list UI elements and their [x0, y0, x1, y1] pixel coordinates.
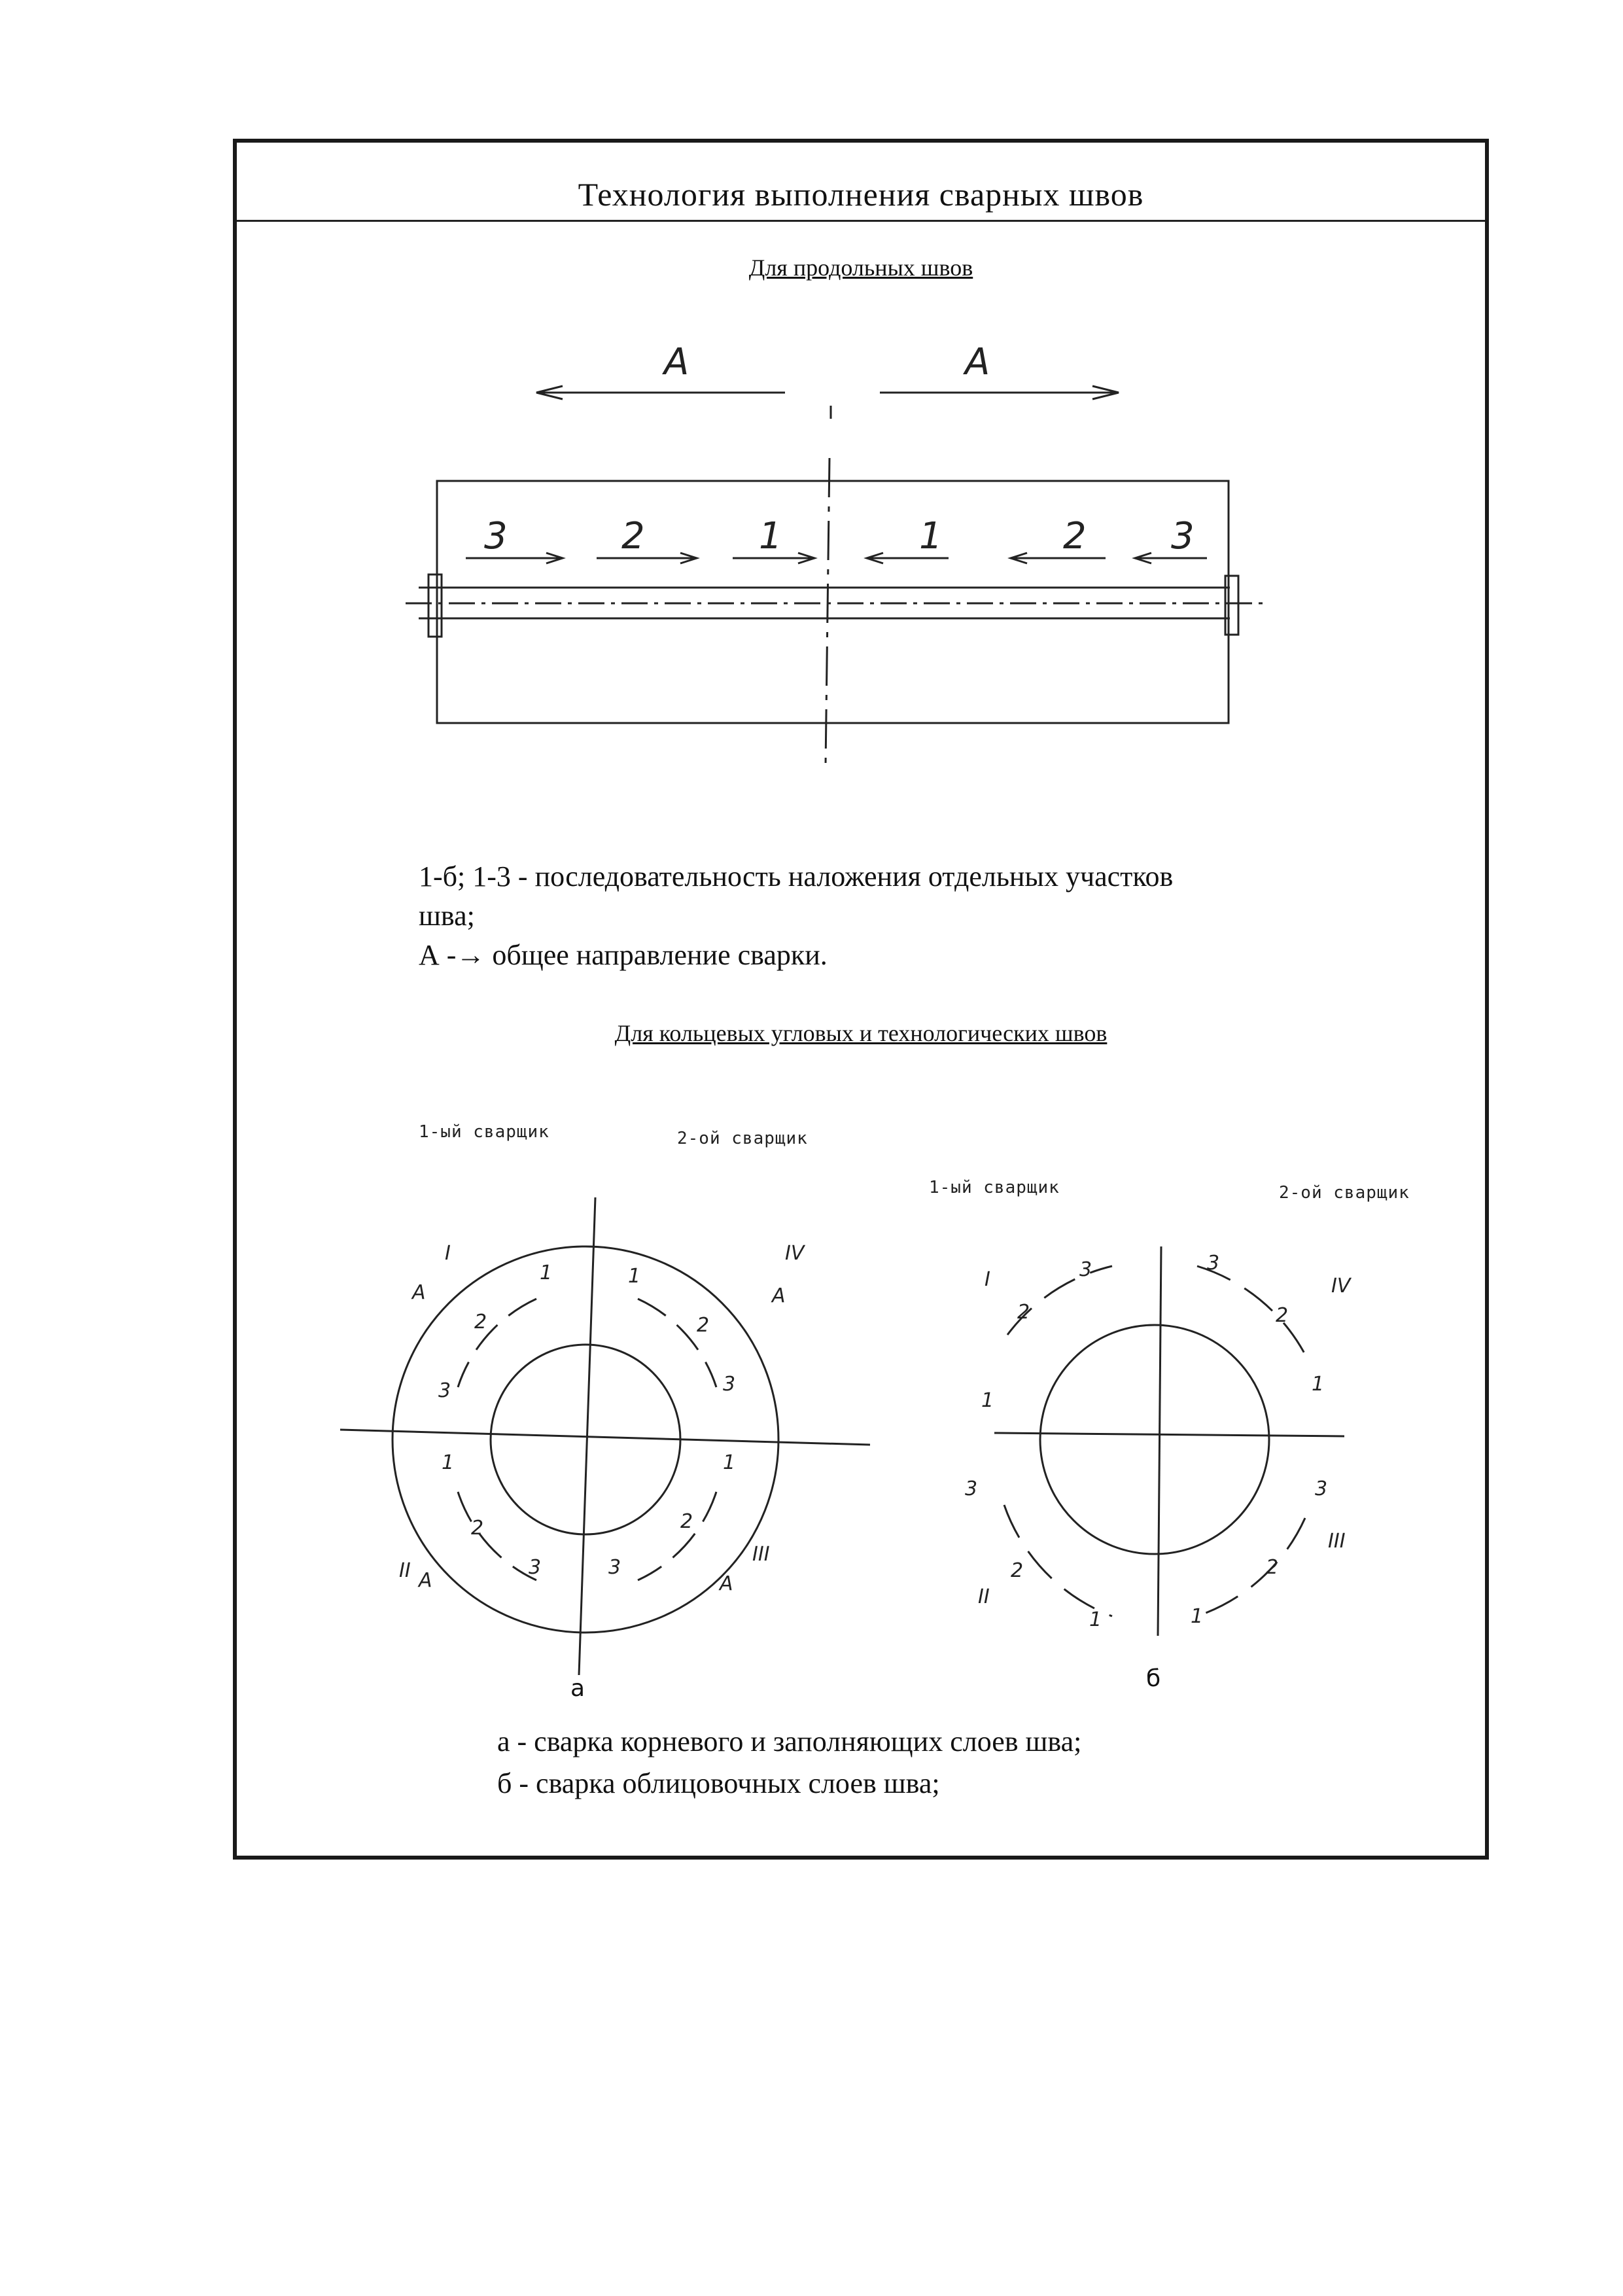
fig-b-seg-10: 3	[1315, 1477, 1328, 1500]
fig-a-mid-arc-q1	[458, 1299, 536, 1387]
fig-a-quadrant-4: IV	[785, 1242, 805, 1265]
fig-a-welder2-label: 2-ой сварщик	[677, 1129, 808, 1148]
circular-legend	[497, 1721, 1081, 1805]
circular-heading: Для кольцевых угловых и технологических швов	[614, 1020, 1108, 1046]
caption-a: а - сварка корневого и заполняющих слоев шва;	[497, 1725, 1082, 1757]
fig-b-quadrant-2: II	[978, 1585, 990, 1608]
fig-b-seg-6: 1	[1089, 1608, 1102, 1631]
longitudinal-heading: Для продольных швов	[748, 255, 973, 281]
fig-b-seg-11: 2	[1266, 1556, 1279, 1579]
fig-a-quadrant-2: II	[399, 1559, 411, 1582]
fig-b-quadrant-1: I	[985, 1268, 990, 1291]
segment-label-r3: 3	[1171, 515, 1195, 557]
fig-a-seg-8: 2	[697, 1314, 710, 1337]
fig-a-seg-2: 2	[474, 1311, 487, 1333]
fig-a-arc-label-2: А	[419, 1569, 432, 1592]
fig-a-arc-label-1: А	[412, 1281, 426, 1304]
fig-b-seg-4: 3	[965, 1477, 978, 1500]
fig-b-seg-3: 1	[981, 1389, 994, 1412]
fig-a-seg-3: 3	[438, 1379, 451, 1402]
fig-b-label: б	[1146, 1665, 1161, 1692]
fig-a-quadrant-3: III	[752, 1543, 770, 1566]
fig-b-quadrant-3: III	[1328, 1530, 1346, 1553]
fig-a-seg-11: 2	[680, 1510, 693, 1533]
fig-a-arc-label-4: А	[772, 1284, 786, 1307]
fig-b-seg-8: 2	[1276, 1304, 1289, 1327]
fig-b-horizontal-axis	[994, 1433, 1344, 1436]
caption-b: б - сварка облицовочных слоев шва;	[497, 1767, 940, 1799]
fig-a-mid-arc-q3	[638, 1492, 716, 1580]
direction-label-left: А	[664, 341, 689, 383]
fig-a-horizontal-axis	[340, 1430, 870, 1445]
fig-b-inner-circle	[1040, 1325, 1269, 1554]
fig-b-seg-5: 2	[1011, 1559, 1024, 1582]
legend-line-3: А -→ общее направление сварки.	[419, 939, 828, 971]
direction-label-right: А	[965, 341, 990, 383]
segment-label-r2: 2	[1063, 515, 1087, 557]
fig-b-seg-2: 2	[1017, 1301, 1030, 1324]
fig-b-welder1-label: 1-ый сварщик	[929, 1178, 1060, 1197]
segment-label-l3: 3	[484, 515, 508, 557]
fig-a-seg-10: 1	[723, 1451, 736, 1474]
legend-line-1: 1-б; 1-3 - последовательность наложения отдельных участков	[419, 860, 1174, 892]
fig-b-seg-12: 1	[1191, 1605, 1204, 1628]
fig-a-quadrant-1: I	[445, 1242, 451, 1265]
fig-a-seg-6: 3	[529, 1556, 542, 1579]
fig-b-outer-arc-q3	[1197, 1518, 1305, 1616]
fig-b-seg-1: 3	[1079, 1258, 1092, 1281]
segment-label-r1: 1	[919, 515, 943, 557]
fig-a-seg-7: 1	[628, 1265, 641, 1288]
fig-a-mid-arc-q2	[458, 1492, 536, 1580]
legend-line-2: шва;	[419, 900, 475, 932]
fig-a-seg-4: 1	[442, 1451, 455, 1474]
fig-a-seg-5: 2	[471, 1517, 484, 1540]
fig-a-seg-1: 1	[540, 1262, 553, 1284]
segment-label-l2: 2	[621, 515, 645, 557]
fig-a-seg-9: 3	[723, 1373, 736, 1396]
fig-a-seg-12: 3	[608, 1556, 621, 1579]
fig-a-welder1-label: 1-ый сварщик	[419, 1122, 550, 1142]
fig-b-welder2-label: 2-ой сварщик	[1279, 1183, 1410, 1203]
fig-a-arc-label-3: А	[720, 1572, 733, 1595]
page-title: Технология выполнения сварных швов	[578, 176, 1144, 213]
fig-a-mid-arc-q4	[638, 1299, 716, 1387]
segment-label-l1: 1	[759, 515, 782, 557]
fig-b-seg-9: 1	[1312, 1373, 1325, 1396]
fig-b-vertical-axis	[1158, 1246, 1161, 1636]
fig-b-quadrant-4: IV	[1331, 1275, 1351, 1298]
fig-a-label: а	[570, 1675, 585, 1702]
fig-b-seg-7: 3	[1207, 1252, 1220, 1275]
